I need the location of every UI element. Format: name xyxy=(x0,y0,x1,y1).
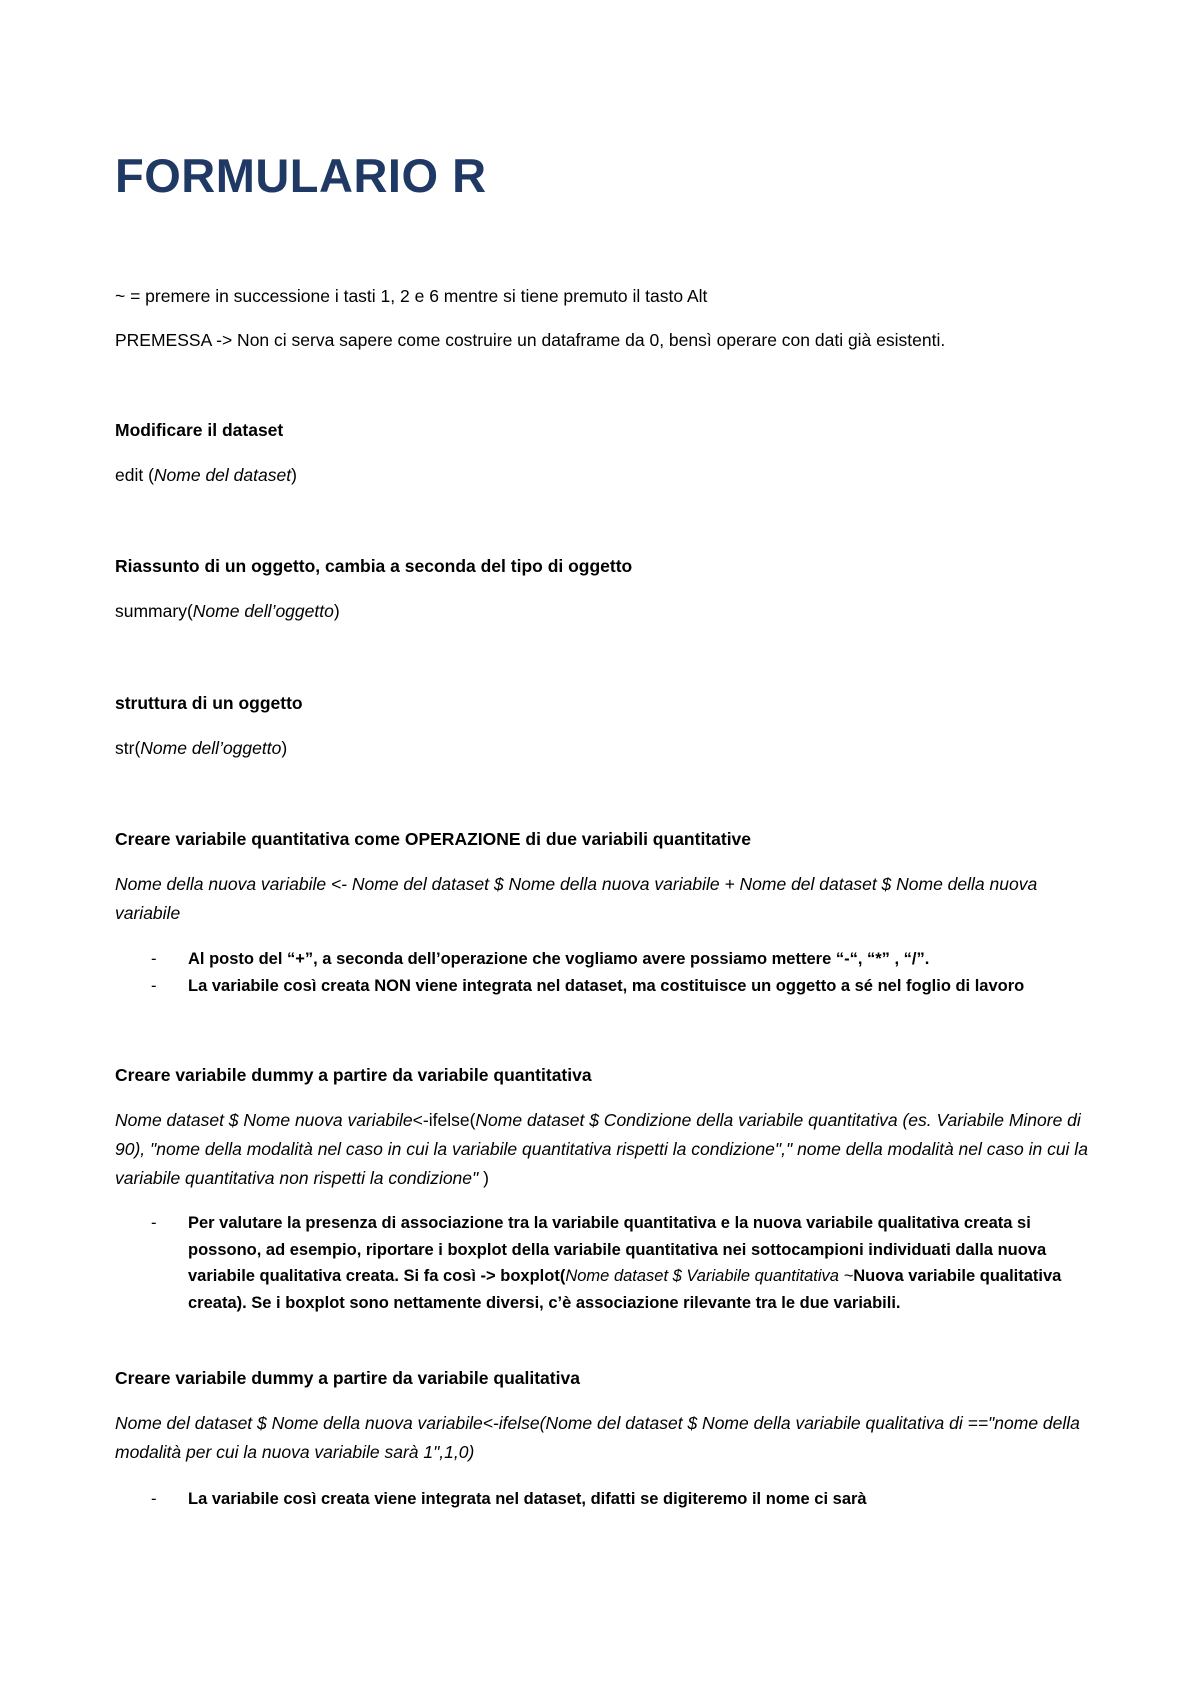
operation-bullet-list xyxy=(115,946,1105,999)
dummy-quant-bullet-list xyxy=(115,1210,1105,1316)
dummy-quant-heading: Creare variabile dummy a partire da variabile quantitativa xyxy=(115,1065,592,1085)
list-item: - Al posto del “+”, a seconda dell’operazione che vogliamo avere possiamo mettere “-“, “*” , “/”. xyxy=(151,950,930,968)
tilde-note: ~ = premere in successione i tasti 1, 2 e 6 mentre si tiene premuto il tasto Alt xyxy=(115,286,708,306)
edit-heading: Modificare il dataset xyxy=(115,420,284,440)
str-heading: struttura di un oggetto xyxy=(115,693,303,713)
operation-heading: Creare variabile quantitativa come OPERAZIONE di due variabili quantitative xyxy=(115,829,752,849)
list-item: - La variabile così creata viene integrata nel dataset, difatti se digiteremo il nome ci sarà xyxy=(151,1490,867,1508)
edit-code: edit (Nome del dataset) xyxy=(115,465,297,485)
document-title: FORMULARIO R xyxy=(115,149,487,202)
dummy-qual-formula: Nome del dataset $ Nome della nuova variabile<-ifelse(Nome del dataset $ Nome della variabile qualitativa di =="nome della modalità per cui la nuova variabile sarà 1",1,0) xyxy=(115,1413,1080,1462)
summary-code: summary(Nome dell’oggetto) xyxy=(115,601,340,621)
str-code: str(Nome dell’oggetto) xyxy=(115,738,288,758)
summary-heading: Riassunto di un oggetto, cambia a seconda del tipo di oggetto xyxy=(115,556,633,576)
list-item: - Per valutare la presenza di associazione tra la variabile quantitativa e la nuova variabile qualitativa creata si possono, ad esempio, riportare i boxplot della variabile quantitativa nei sottocampioni individuati dalla nuova variabile qualitativa creata. Si fa così -> boxplot(Nome dataset $ Variabile quantitativa ~Nuova variabile qualitativa creata). Se i boxplot sono nettamente diversi, c’è associazione rilevante tra le due variabili. xyxy=(151,1214,1062,1312)
operation-formula: Nome della nuova variabile <- Nome del dataset $ Nome della nuova variabile + Nome del dataset $ Nome della nuova variabile xyxy=(115,874,1038,923)
dummy-quant-formula: Nome dataset $ Nome nuova variabile<-ifelse(Nome dataset $ Condizione della variabile quantitativa (es. Variabile Minore di 90), "nome della modalità nel caso in cui la variabile quantitativa rispetti la condizione"," nome della modalità nel caso in cui la variabile quantitativa non rispetti la condizione" ) xyxy=(115,1110,1088,1188)
dummy-qual-heading: Creare variabile dummy a partire da variabile qualitativa xyxy=(115,1368,580,1388)
dummy-qual-bullet-list xyxy=(115,1486,1105,1513)
list-item: - La variabile così creata NON viene integrata nel dataset, ma costituisce un oggetto a sé nel foglio di lavoro xyxy=(151,976,1025,995)
premessa-note: PREMESSA -> Non ci serva sapere come costruire un dataframe da 0, bensì operare con dati già esistenti. xyxy=(115,330,946,350)
